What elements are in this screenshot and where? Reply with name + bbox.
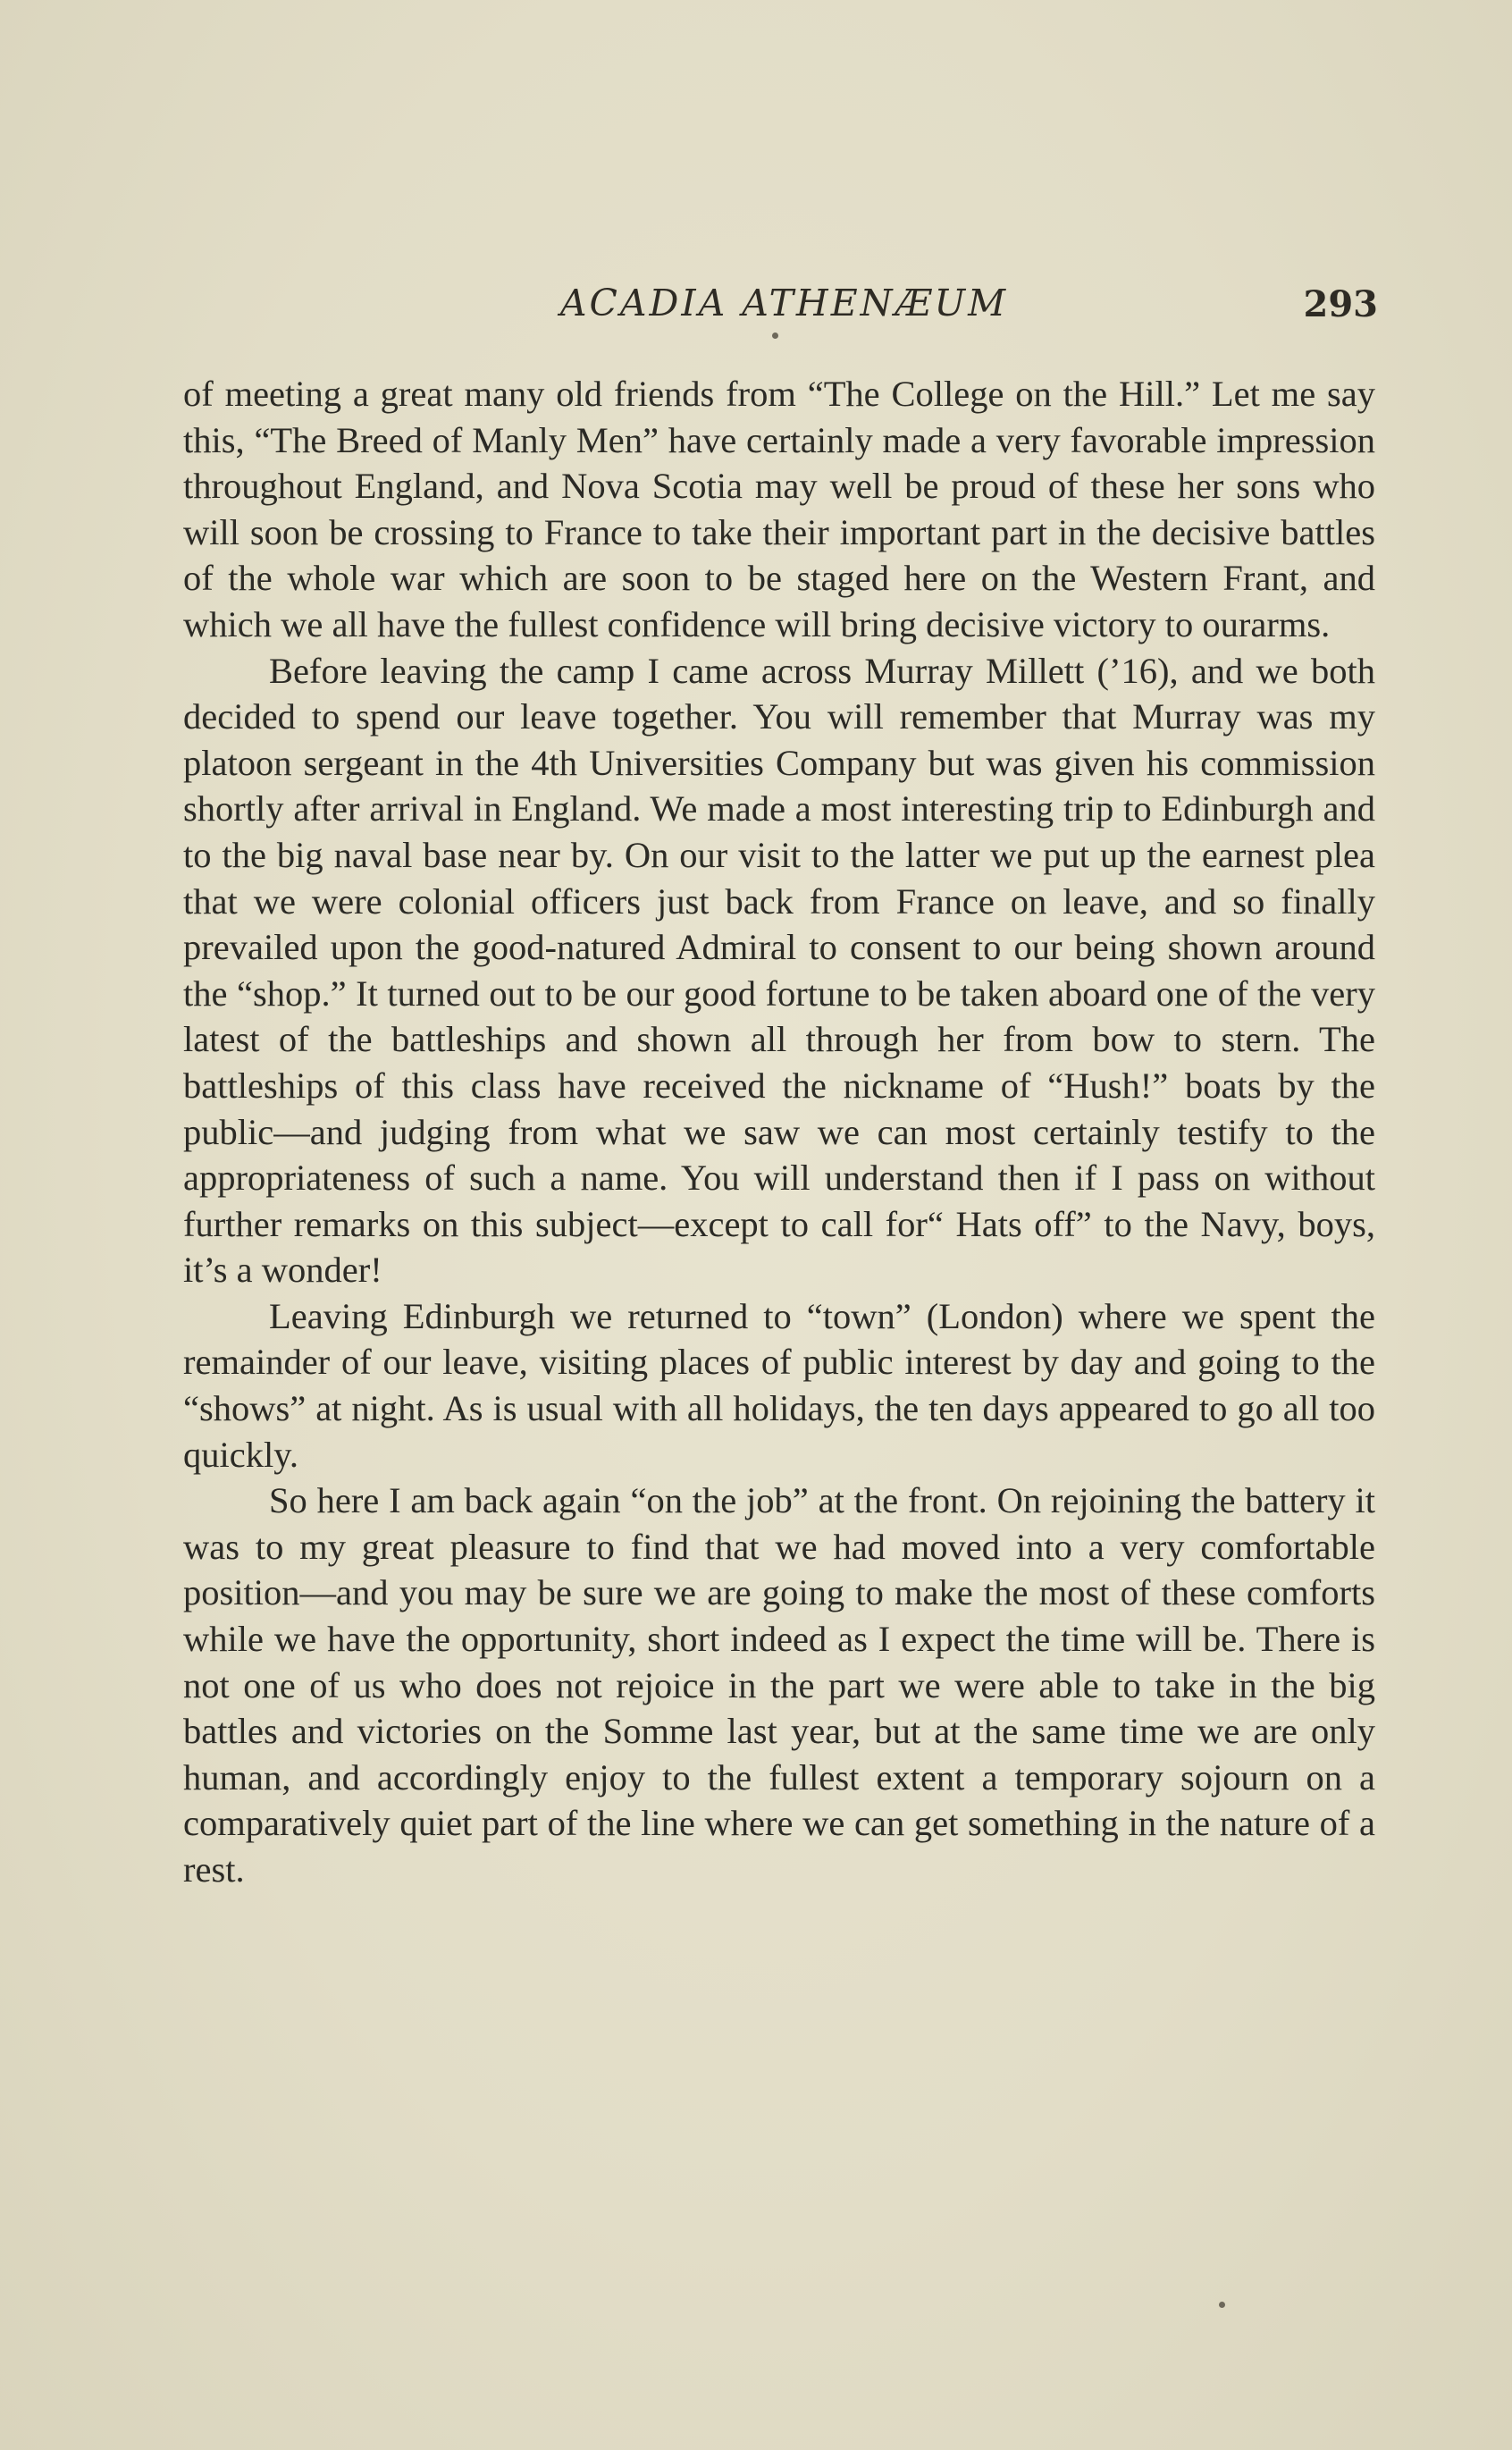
- page-header: [183, 282, 1385, 335]
- paper-speck: [1219, 2302, 1225, 2308]
- article-body: [183, 371, 1375, 1893]
- paper-speck: [772, 333, 778, 339]
- page-number: 293: [1303, 283, 1378, 325]
- paragraph-4: So here I am back again “on the job” at the front. On rejoining the battery it was to my great pleasure to find that we had moved into a very comfortable position—and you may be sure we are going to make the most of these comforts while we have the opportunity, short indeed as I expect the time will be. There is not one of us who does not rejoice in the part we were able to take in the big battles and victories on the Somme last year, but at the same time we are only human, and accordingly enjoy to the fullest extent a temporary sojourn on a comparatively quiet part of the line where we can get something in the nature of a rest.: [183, 1480, 1375, 1890]
- paragraph-1: of meeting a great many old friends from “The College on the Hill.” Let me say this, “The Breed of Manly Men” have certainly made a very favorable impression throughout England, and Nova Scotia may well be proud of these her sons who will soon be crossing to France to take their important part in the decisive battles of the whole war which are soon to be staged here on the Western Frant, and which we all have the fullest confidence will bring decisive victory to ourarms.: [183, 374, 1375, 644]
- running-title: ACADIA ATHENÆUM: [559, 282, 1009, 324]
- paragraph-3: Leaving Edinburgh we returned to “town” (London) where we spent the remainder of our leave, visiting places of public interest by day and going to the “shows” at night. As is usual with all holidays, the ten days appeared to go all too quickly.: [183, 1295, 1375, 1475]
- paragraph-2: Before leaving the camp I came across Murray Millett (’16), and we both decided to spend our leave together. You will remember that Murray was my platoon sergeant in the 4th Universities Company but was given his commission shortly after arrival in England. We made a most interesting trip to Edinburgh and to the big naval base near by. On our visit to the latter we put up the earnest plea that we were colonial officers just back from France on leave, and so finally prevailed upon the good-natured Admiral to consent to our being shown around the “shop.” It turned out to be our good fortune to be taken aboard one of the very latest of the battleships and shown all through her from bow to stern. The battleships of this class have received the nickname of “Hush!” boats by the public—and judging from what we saw we can most certainly testify to the appropriateness of such a name. You will understand then if I pass on without further remarks on this subject—except to call for“ Hats off” to the Navy, boys, it’s a wonder!: [183, 650, 1375, 1291]
